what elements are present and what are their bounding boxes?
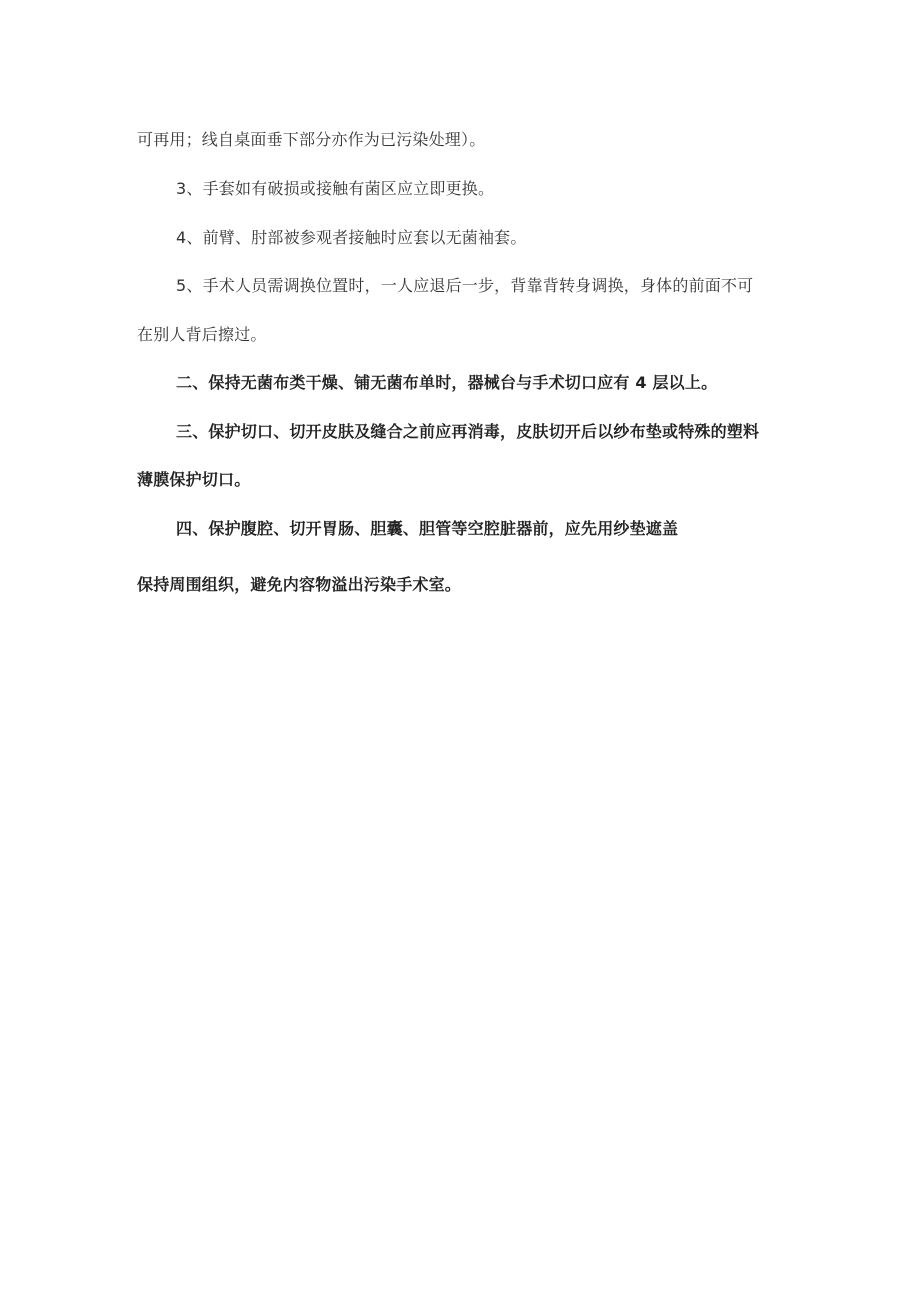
text-line-5: 在别人背后擦过。 — [137, 325, 267, 344]
text-line-4: 5、手术人员需调换位置时，一人应退后一步，背靠背转身调换，身体的前面不可 — [176, 276, 754, 295]
heading-section-4: 四、保护腹腔、切开胃肠、胆囊、胆管等空腔脏器前，应先用纱垫遮盖 — [176, 519, 679, 538]
text-line-1: 可再用；线自桌面垂下部分亦作为已污染处理）。 — [137, 130, 486, 149]
heading-section-3-continued: 薄膜保护切口。 — [137, 470, 251, 489]
heading-section-4-continued: 保持周围组织，避免内容物溢出污染手术室。 — [137, 575, 462, 594]
text-line-3: 4、前臂、肘部被参观者接触时应套以无菌袖套。 — [176, 228, 527, 247]
text-line-2: 3、手套如有破损或接触有菌区应立即更换。 — [176, 179, 495, 198]
heading-section-3: 三、保护切口、切开皮肤及缝合之前应再消毒，皮肤切开后以纱布垫或特殊的塑料 — [176, 422, 760, 441]
heading-section-2: 二、保持无菌布类干燥、铺无菌布单时，器械台与手术切口应有 4 层以上。 — [176, 373, 718, 392]
